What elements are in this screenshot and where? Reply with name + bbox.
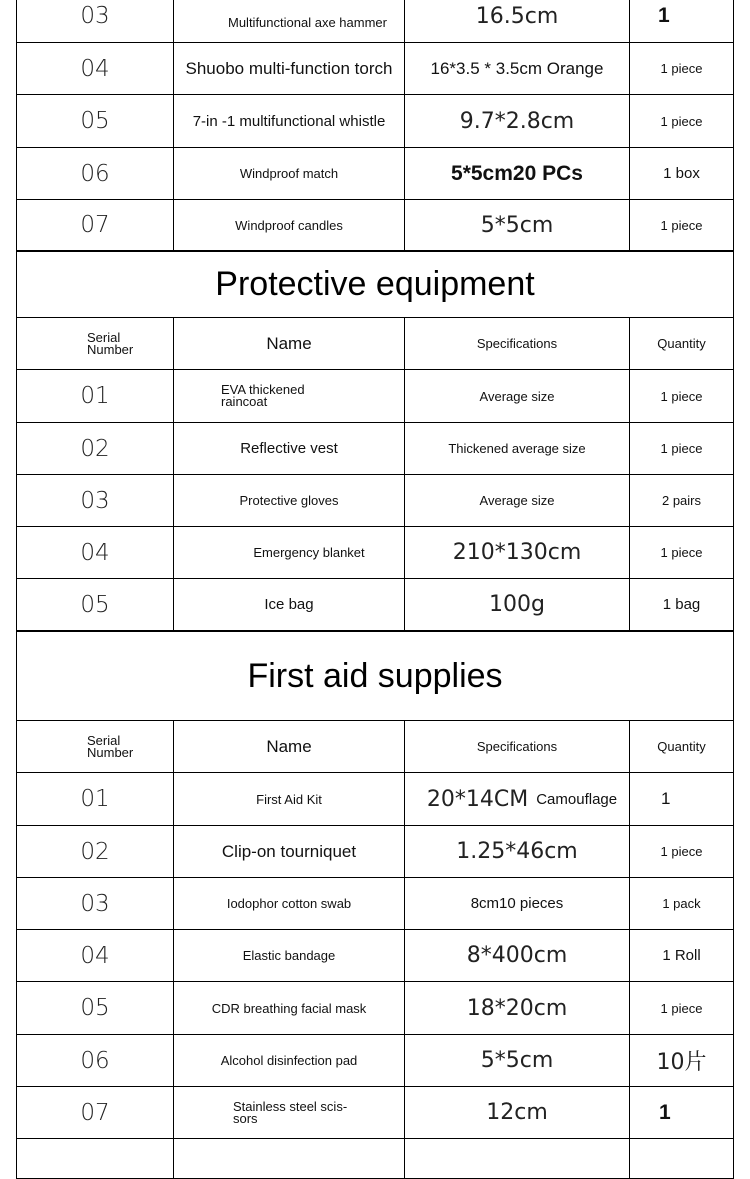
serial-number: 04 (80, 942, 110, 969)
serial-number: 07 (80, 1099, 110, 1126)
section-title-protective (16, 252, 734, 318)
serial-number: 05 (80, 591, 110, 618)
section-title: Protective equipment (215, 265, 535, 303)
item-qty: 1 piece (660, 844, 703, 859)
item-name: Alcohol disinfection pad (220, 1053, 358, 1068)
table-row (16, 200, 734, 252)
item-spec: 18*20cm (466, 995, 568, 1021)
item-spec: 8*400cm (466, 943, 568, 968)
item-spec: 20*14CM (426, 786, 529, 812)
header-spec: Specifications (476, 739, 558, 754)
item-qty: 1 piece (660, 1000, 703, 1016)
item-qty: 1 piece (660, 388, 703, 404)
table-row (16, 1035, 734, 1087)
item-name: Shuobo multi-function torch (185, 58, 393, 78)
item-spec: Average size (479, 493, 555, 508)
table-row (16, 1139, 734, 1179)
item-name: Protective gloves (239, 493, 339, 508)
serial-number: 04 (80, 55, 110, 82)
serial-number: 03 (80, 890, 110, 917)
item-name: Multifunctional axe hammer (228, 15, 387, 30)
table-row (16, 148, 734, 200)
item-spec-extra: Camouflage (536, 790, 618, 808)
item-spec: 16*3.5 * 3.5cm Orange (430, 58, 604, 78)
item-name: CDR breathing facial mask (211, 1000, 367, 1016)
item-qty: 1 box (663, 165, 700, 182)
header-name: Name (266, 736, 312, 756)
serial-number: 06 (80, 1047, 110, 1074)
item-qty: 1 piece (660, 61, 703, 76)
serial-number: 02 (80, 838, 110, 865)
item-qty: 1 piece (660, 217, 703, 233)
item-name: 7-in -1 multifunctional whistle (192, 112, 386, 130)
item-qty: 1 (658, 4, 670, 27)
serial-number: 03 (80, 487, 110, 514)
item-spec: 9.7*2.8cm (459, 108, 575, 134)
item-name: Emergency blanket (253, 545, 365, 560)
table-row (16, 579, 734, 632)
item-qty: 1 piece (660, 441, 703, 456)
item-spec: Average size (479, 388, 555, 404)
serial-number: 06 (80, 160, 110, 187)
item-spec: 5*5cm20 PCs (451, 161, 583, 185)
item-qty: 10片 (656, 1050, 707, 1075)
item-name: Windproof match (239, 166, 339, 181)
header-qty: Quantity (657, 336, 706, 351)
item-qty: 2 pairs (661, 493, 702, 508)
table-row (16, 475, 734, 527)
serial-number: 02 (80, 435, 110, 462)
item-spec: 210*130cm (452, 540, 582, 565)
item-name: Elastic bandage (242, 948, 336, 963)
serial-number: 01 (80, 383, 110, 409)
item-name: Reflective vest (240, 440, 338, 457)
item-name: Clip-on tourniquet (221, 841, 357, 861)
item-spec: Thickened average size (448, 441, 586, 456)
item-qty: 1 piece (660, 545, 703, 560)
item-spec: 100g (489, 592, 545, 617)
table-row (16, 370, 734, 423)
table-row (16, 1087, 734, 1139)
item-qty: 1 pack (662, 896, 701, 911)
item-name: Stainless steel scis- sors (233, 1098, 348, 1126)
item-spec: 16.5cm (475, 3, 559, 29)
table-header-row (16, 318, 734, 370)
header-name: Name (266, 333, 312, 353)
table-row (16, 423, 734, 475)
item-qty: 1 (659, 1100, 671, 1124)
serial-number: 07 (80, 212, 110, 238)
header-serial: Serial Number (87, 329, 134, 357)
table-row (16, 826, 734, 878)
table-header-row (16, 721, 734, 773)
item-qty: 1 (661, 789, 671, 808)
table-row (16, 773, 734, 826)
item-spec: 12cm (486, 1100, 548, 1125)
item-spec: 1.25*46cm (456, 839, 578, 864)
serial-number: 04 (80, 539, 110, 566)
table-row (16, 982, 734, 1035)
item-name: EVA thickened raincoat (221, 382, 305, 409)
item-spec: 5*5cm (480, 212, 554, 238)
section-title-first-aid (16, 632, 734, 721)
item-spec: 5*5cm (480, 1048, 554, 1073)
item-qty: 1 piece (660, 113, 703, 129)
table-row (16, 527, 734, 579)
item-spec: 8cm10 pieces (470, 895, 564, 912)
supplies-table (16, 0, 734, 1179)
table-row (16, 878, 734, 930)
table-row (16, 0, 734, 43)
table-row (16, 930, 734, 982)
serial-number: 03 (80, 3, 110, 29)
item-qty: 1 Roll (662, 947, 701, 964)
header-serial: Serial Number (87, 732, 134, 760)
serial-number: 05 (80, 108, 110, 134)
item-name: First Aid Kit (256, 791, 322, 807)
table-row (16, 43, 734, 95)
item-name: Ice bag (264, 596, 314, 613)
serial-number: 05 (80, 995, 110, 1021)
serial-number: 01 (80, 786, 110, 812)
table-row (16, 95, 734, 148)
header-spec: Specifications (476, 336, 558, 351)
item-name: Windproof candles (235, 217, 343, 233)
item-qty: 1 bag (662, 596, 701, 613)
header-qty: Quantity (657, 739, 706, 754)
section-title: First aid supplies (247, 656, 503, 695)
item-name: Iodophor cotton swab (226, 896, 352, 911)
